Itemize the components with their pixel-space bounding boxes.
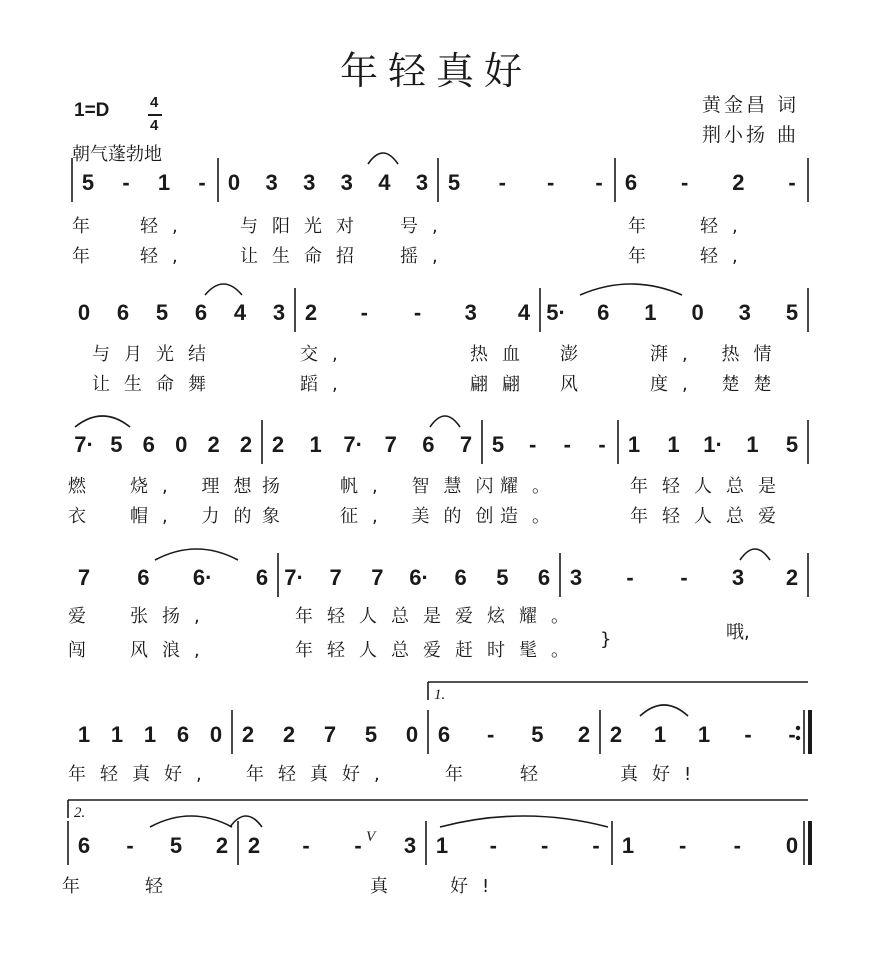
lyric-text: 翩翩 — [470, 374, 534, 395]
slur — [230, 816, 262, 827]
note: - — [547, 170, 555, 195]
note: 0 — [405, 722, 419, 747]
note: 7 — [459, 432, 473, 457]
lyric-text: 年轻人总爱 — [630, 506, 790, 527]
note: 2 — [282, 722, 296, 747]
lyric-text: 好! — [450, 876, 504, 897]
note: 6 — [116, 300, 130, 325]
note: 2 — [577, 722, 591, 747]
song-title: 年轻真好 — [339, 49, 532, 93]
note: 1 — [621, 833, 635, 858]
note: 6 — [194, 300, 208, 325]
lyric-text: 张扬, — [130, 606, 214, 627]
note: 7 — [371, 565, 384, 590]
lyric-text: 与月光结 — [92, 344, 220, 365]
note: 6 — [537, 565, 551, 590]
lyric-text: 摇, — [400, 246, 452, 267]
time-signature-bottom: 4 — [150, 117, 159, 134]
lyric-text: 年 — [628, 246, 660, 267]
note: 7· — [343, 432, 363, 457]
note: 0 — [175, 432, 188, 457]
note: - — [681, 170, 689, 195]
lyric-text: 爱 — [68, 606, 100, 627]
note: - — [354, 833, 362, 858]
slur — [430, 416, 460, 427]
breath-mark: V — [366, 829, 376, 845]
note: 5 — [531, 722, 544, 747]
lyric-text: 轻, — [700, 216, 752, 237]
note: - — [198, 170, 206, 195]
music-system — [68, 553, 808, 661]
note: 6 — [77, 833, 91, 858]
lyric-text: 扬 — [262, 476, 294, 497]
note: - — [126, 833, 134, 858]
note: 4 — [233, 300, 247, 325]
lyric-text: 年 — [62, 876, 94, 897]
lyric-text: 轻, — [700, 246, 752, 267]
note: 1· — [703, 432, 723, 457]
lyric-text: 轻 — [145, 876, 177, 897]
note: 1 — [157, 170, 171, 195]
lyric-text: 耀。 — [500, 476, 564, 497]
note: 1 — [746, 432, 759, 457]
note: 0 — [209, 722, 223, 747]
lyric-text: 帽, 力的 — [130, 506, 266, 527]
note: - — [489, 833, 497, 858]
lyric-text: 度, 楚楚 — [650, 374, 786, 395]
lyric-text: 造。 — [500, 506, 564, 527]
lyric-text: 号, — [400, 216, 452, 237]
note: - — [598, 432, 606, 457]
note: 6 — [255, 565, 269, 590]
lyric-text: 真好! — [620, 764, 706, 785]
lyric-text: 热血 — [470, 344, 534, 365]
lyric-text: 年 — [445, 764, 477, 785]
note: 5 — [447, 170, 461, 195]
note: 7 — [323, 722, 337, 747]
lyric-text: 轻 — [520, 764, 552, 785]
note: 2 — [241, 722, 255, 747]
volta-label: 2. — [74, 805, 86, 821]
lyric-text: 闯 — [68, 640, 100, 661]
note: 1 — [77, 722, 91, 747]
note: - — [788, 170, 796, 195]
volta-label: 1. — [434, 687, 446, 703]
lyric-text: 年轻真好, — [246, 764, 394, 785]
lyric-text: 风 — [560, 374, 592, 395]
note: 6 — [437, 722, 451, 747]
note: 3 — [272, 300, 286, 325]
slur — [205, 284, 242, 295]
music-system — [72, 158, 808, 267]
note: 0 — [691, 300, 704, 325]
note: 7· — [74, 432, 94, 457]
note: 5 — [496, 565, 509, 590]
note: 3 — [569, 565, 583, 590]
lyric-text: 衣 — [68, 506, 100, 527]
note: 3 — [403, 833, 417, 858]
note: 3 — [738, 300, 751, 325]
note: - — [563, 432, 571, 457]
note: 4 — [378, 170, 391, 195]
note: 5 — [155, 300, 169, 325]
note: 5 — [785, 432, 799, 457]
note: 1 — [309, 432, 322, 457]
note: 5· — [546, 300, 566, 325]
note: - — [679, 833, 687, 858]
note: - — [744, 722, 752, 747]
lyric-text: 燃 — [68, 476, 100, 497]
note: 7 — [384, 432, 397, 457]
note: 3 — [303, 170, 316, 195]
time-signature-top: 4 — [150, 94, 159, 111]
note: 6 — [142, 432, 155, 457]
lyricist-credit: 黄金昌 词 — [702, 94, 800, 116]
note: 2 — [215, 833, 229, 858]
note: 3 — [415, 170, 429, 195]
note: 5 — [785, 300, 799, 325]
note: 2 — [239, 432, 253, 457]
lyric-text: 让生命招 — [240, 246, 368, 267]
note: - — [541, 833, 549, 858]
note: 1 — [627, 432, 641, 457]
lyric-text: 帆, 智慧闪 — [340, 476, 508, 497]
slur — [580, 284, 682, 295]
note: 3 — [265, 170, 278, 195]
note: - — [788, 722, 796, 747]
repeat-dot — [796, 736, 800, 740]
lyric-text: 湃, 热情 — [650, 344, 786, 365]
note: - — [626, 565, 634, 590]
slur — [740, 549, 770, 560]
music-system — [62, 800, 810, 897]
lyric-text: 年轻真好, — [68, 764, 216, 785]
lyric-brace: } — [600, 629, 612, 650]
note: - — [302, 833, 310, 858]
note: 1 — [653, 722, 667, 747]
repeat-dot — [796, 726, 800, 730]
note: 0 — [227, 170, 241, 195]
note: 3 — [731, 565, 745, 590]
note: 6· — [192, 565, 213, 590]
note: 1 — [110, 722, 124, 747]
lyric-text: 轻, — [140, 216, 192, 237]
tempo-marking: 朝气蓬勃地 — [72, 144, 162, 165]
lyric-text: 年 — [72, 246, 104, 267]
note: 2 — [207, 432, 220, 457]
lyric-text: 年轻人总是爱炫耀。 — [295, 606, 583, 627]
lyric-text: 象 — [262, 506, 294, 527]
note: 1 — [667, 432, 680, 457]
note: - — [122, 170, 130, 195]
note: 2 — [271, 432, 285, 457]
note: 1 — [143, 722, 157, 747]
lyric-text: 让生命舞 — [92, 374, 220, 395]
note: 6 — [422, 432, 435, 457]
note: 4 — [517, 300, 531, 325]
key-signature: 1=D — [74, 100, 110, 121]
note: 1 — [697, 722, 711, 747]
note: 6 — [597, 300, 610, 325]
note: - — [487, 722, 495, 747]
note: - — [592, 833, 600, 858]
note: 0 — [785, 833, 799, 858]
note: 2 — [609, 722, 623, 747]
note: 2 — [304, 300, 318, 325]
note: 5 — [364, 722, 378, 747]
note: - — [413, 300, 422, 325]
note: - — [733, 833, 741, 858]
note: 6· — [409, 565, 429, 590]
note: 3 — [340, 170, 353, 195]
lyric-text: 真 — [370, 876, 402, 897]
lyric-text: 年轻人总爱赶时髦。 — [295, 640, 583, 661]
slur — [640, 705, 688, 716]
note: 5 — [491, 432, 505, 457]
note: - — [360, 300, 368, 325]
lyric-text: 征, 美的创 — [340, 506, 508, 527]
note: 1 — [644, 300, 657, 325]
lyric-text: 轻, — [140, 246, 192, 267]
note: 6 — [624, 170, 638, 195]
note: - — [595, 170, 603, 195]
note: 5 — [110, 432, 123, 457]
note: - — [498, 170, 506, 195]
note: 6 — [176, 722, 190, 747]
note: 7· — [284, 565, 304, 590]
composer-credit: 荆小扬 曲 — [702, 124, 800, 146]
lyric-text: 与阳光对 — [240, 216, 368, 237]
note: 6 — [137, 565, 150, 590]
note: 5 — [81, 170, 95, 195]
lyric-text: 年轻人总是 — [630, 476, 790, 497]
music-system — [68, 682, 810, 785]
music-system — [78, 288, 808, 395]
slur — [75, 416, 130, 427]
slur — [150, 816, 232, 827]
lyric-text: 交, — [300, 344, 352, 365]
note: 2 — [247, 833, 261, 858]
lyric-text: 蹈, — [300, 374, 352, 395]
slur — [368, 153, 398, 164]
lyric-text: 年 — [628, 216, 660, 237]
note: 3 — [464, 300, 477, 325]
lyric-text: 年 — [72, 216, 104, 237]
note: 2 — [732, 170, 745, 195]
slur — [155, 549, 238, 560]
music-system — [68, 420, 808, 527]
lyric-text: 风浪, — [130, 640, 214, 661]
note: - — [680, 565, 688, 590]
note: 7 — [77, 565, 91, 590]
lyric-text: 澎 — [560, 344, 592, 365]
note: 2 — [785, 565, 799, 590]
slur — [440, 816, 608, 827]
note: 7 — [329, 565, 342, 590]
note: 6 — [454, 565, 467, 590]
note: - — [529, 432, 537, 457]
note: 1 — [435, 833, 449, 858]
lyric-text: 烧, 理想 — [130, 476, 266, 497]
note: 5 — [169, 833, 183, 858]
lyric-aside: 哦, — [726, 622, 750, 643]
note: 0 — [77, 300, 91, 325]
